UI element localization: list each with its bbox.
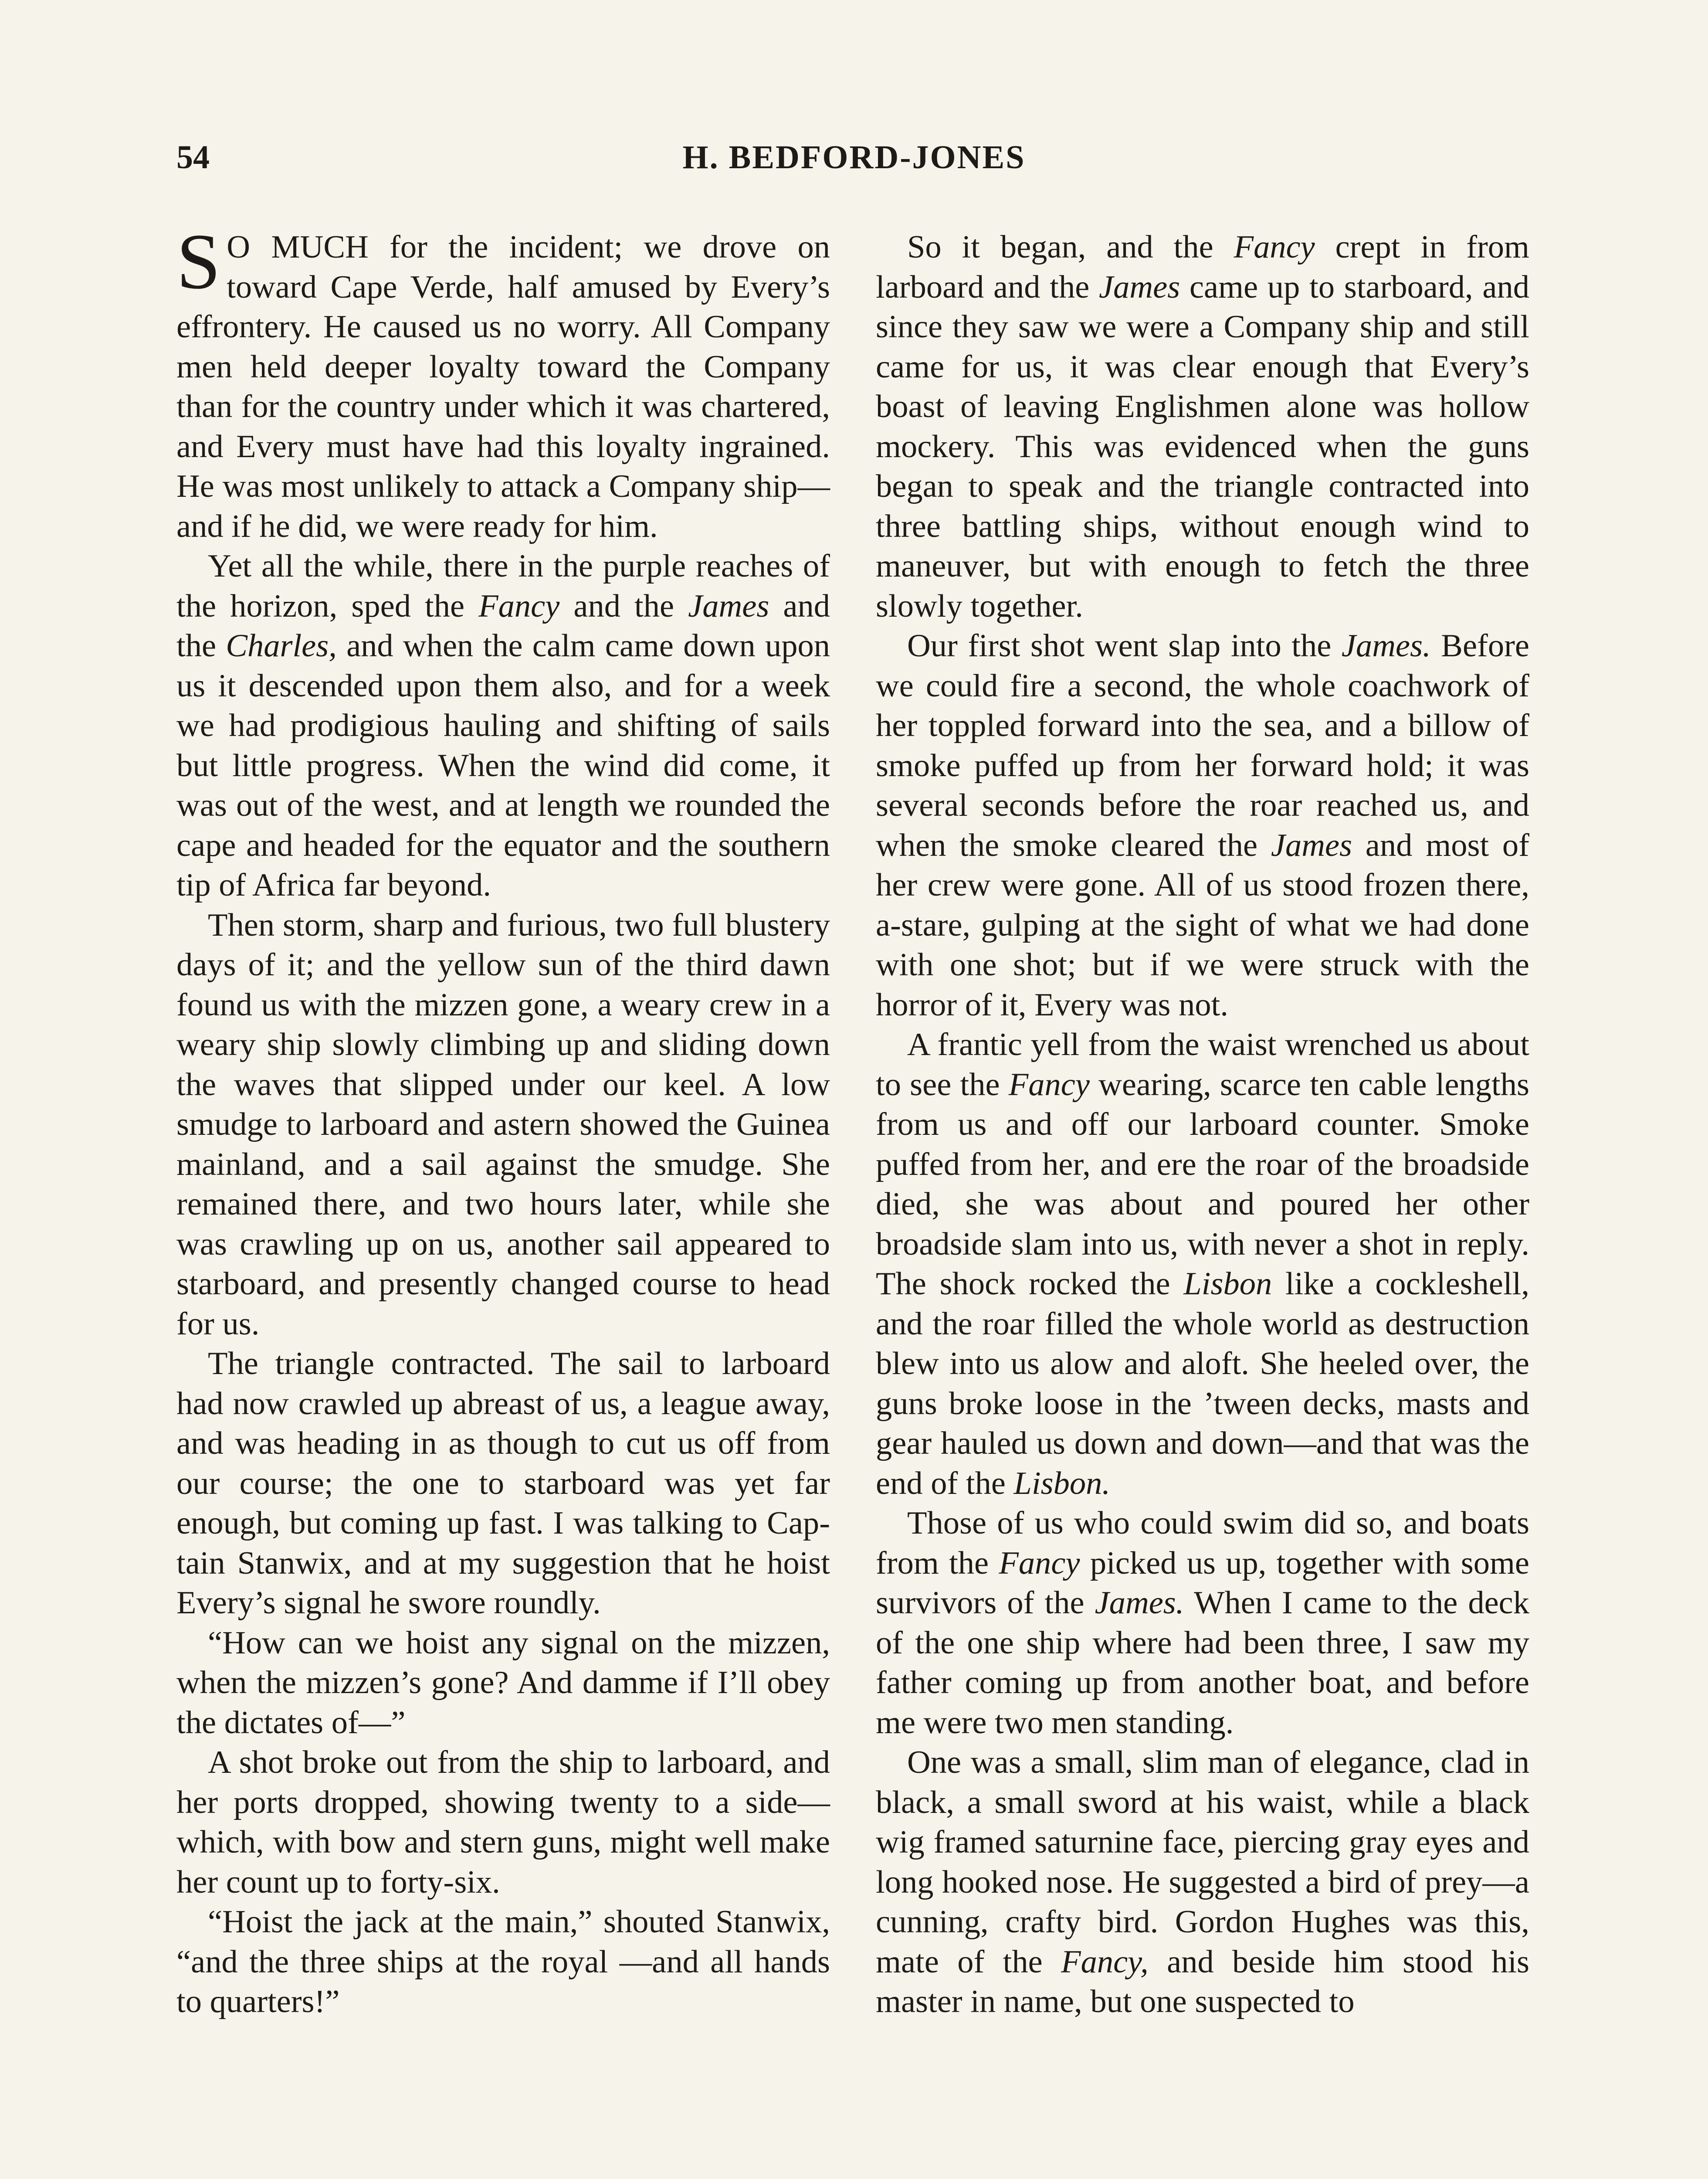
- paragraph-text: and the: [559, 588, 688, 624]
- ship-name: James: [1271, 827, 1352, 863]
- paragraph: [876, 1743, 1529, 2022]
- paragraph: Then storm, sharp and furious, two full blustery days of it; and the yellow sun of the third dawn found us with the mizzen gone, a weary crew in a weary ship slowly climbing up and sliding down the waves that slipped under our keel. A low smudge to larboard and astern showed the Guinea mainland, and a sail against the smudge. She remained there, and two hours later, while she was crawling up on us, another sail appeared to starboard, and presently changed course to head for us.: [176, 907, 830, 1342]
- ship-name: Lisbon: [1183, 1266, 1272, 1302]
- opening-small-caps: O MUCH: [227, 229, 369, 265]
- ship-name: James: [688, 588, 769, 624]
- paragraph: “Hoist the jack at the main,” shouted Stanwix, “and the three ships at the royal —and all hands to quarters!”: [176, 1904, 830, 2019]
- paragraph-text: One was a small, slim man of elegance, clad in black, a small sword at his waist, while a black wig framed saturnine face, piercing gray eyes and long hooked nose. He suggested a bird of prey—a cunning, crafty bird. Gordon Hughes was this, mate of the: [876, 1745, 1529, 1980]
- paragraph: A shot broke out from the ship to larboard, and her ports dropped, showing twenty to a side—which, with bow and stern guns, might well make her count up to forty-six.: [176, 1745, 830, 1900]
- paragraph-text: Yet all the while, there in the purple reaches of the horizon, sped the: [176, 548, 830, 624]
- ship-name: Fancy: [478, 588, 560, 624]
- ship-name: Fancy: [999, 1545, 1080, 1581]
- ship-name: James.: [1341, 628, 1431, 664]
- page-number: 54: [176, 139, 210, 176]
- paragraph-text: and when the calm came down upon us it descended upon them also, and for a week we had prodigious hauling and shifting of sails but little progress. When the wind did come, it was out of the west, and at length we rounded the cape and headed for the equator and the southern tip of Africa far beyond.: [176, 628, 830, 903]
- page-header: [176, 139, 1532, 187]
- paragraph: The triangle contracted. The sail to larboard had now crawled up abreast of us, a league away, and was heading in as though to cut us off from our course; the one to starboard was yet far enough, but coming up fast. I was talking to Captain Stanwix, and at my suggestion that he hoist Every’s signal he swore roundly.: [176, 1346, 830, 1621]
- paragraph-text: Before we could fire a second, the whole coachwork of her toppled forward into the sea, and a billow of smoke puffed up from her forward hold; it was several seconds before the roar reached us, and when the smoke cleared the: [876, 628, 1529, 863]
- paragraph-text: came up to starboard, and since they saw we were a Company ship and still came for us, it was clear enough that Every’s boast of leaving Englishmen alone was hollow mockery. This was evidenced when the guns began to speak and the triangle contracted into three battling ships, without enough wind to maneuver, but with enough to fetch the three slowly together.: [876, 269, 1529, 624]
- ship-name: James: [1099, 269, 1180, 305]
- paragraph-text: When I came to the deck of the one ship where had been three, I saw my father coming up from another boat, and before me were two men standing.: [876, 1585, 1529, 1741]
- ship-name: Fancy,: [1061, 1944, 1149, 1980]
- ship-name: Charles,: [226, 628, 337, 664]
- ship-name: Lisbon.: [1013, 1465, 1111, 1501]
- paragraph-text: and beside him stood his master in name, but one suspected to: [876, 1944, 1530, 2019]
- left-column: [176, 218, 830, 2022]
- paragraph-text: and the: [176, 588, 830, 664]
- paragraph: “How can we hoist any signal on the mizzen, when the mizzen’s gone? And damme if I’ll obey the dictates of—”: [176, 1625, 830, 1741]
- paragraph: [876, 626, 1529, 1025]
- paragraph: [876, 227, 1529, 626]
- paragraph-text: picked us up, together with some survivors of the: [876, 1545, 1529, 1621]
- paragraph-text: So it began, and the: [907, 229, 1234, 265]
- paragraph-text: and most of her crew were gone. All of us stood frozen there, a-stare, gulping at the sight of what we had done with one shot; but if we were struck with the horror of it, Every was not.: [876, 827, 1529, 1023]
- paragraph: [876, 1504, 1529, 1743]
- paragraph: [176, 546, 830, 906]
- paragraph: [876, 1025, 1529, 1504]
- ship-name: James.: [1095, 1585, 1184, 1621]
- paragraph-text: like a cockleshell, and the roar filled the whole world as destruction blew into us alow and aloft. She heeled over, the guns broke loose in the ’tween decks, masts and gear hauled us down and down—and that was the end of the: [876, 1266, 1530, 1501]
- paragraph-text: crept in from larboard and the: [876, 229, 1530, 305]
- paragraph-text: Those of us who could swim did so, and boats from the: [876, 1505, 1529, 1581]
- paragraph: [176, 218, 830, 546]
- paragraph-text: wearing, scarce ten cable lengths from us and off our larboard counter. Smoke puffed from her, and ere the roar of the broadside died, she was about and poured her other broadside slam into us, with never a shot in reply. The shock rocked the: [876, 1066, 1529, 1302]
- paragraph-text: for the incident; we drove on toward Cape Verde, half amused by Every’s effrontery. He caused us no worry. All Company men held deeper loyalty toward the Company than for the country under which it was chartered, and Every must have had this loyalty ingrained. He was most unlikely to attack a Company ship—and if he did, we were ready for him.: [176, 229, 830, 544]
- paragraph-text: A frantic yell from the waist wrenched us about to see the: [876, 1027, 1529, 1103]
- running-head: H. BEDFORD-JONES: [682, 139, 1026, 176]
- paragraph-text: Our first shot went slap into the: [907, 628, 1342, 664]
- ship-name: Fancy: [1008, 1066, 1090, 1103]
- ship-name: Fancy: [1234, 229, 1315, 265]
- drop-cap: S: [176, 218, 221, 305]
- right-column: [876, 227, 1529, 2022]
